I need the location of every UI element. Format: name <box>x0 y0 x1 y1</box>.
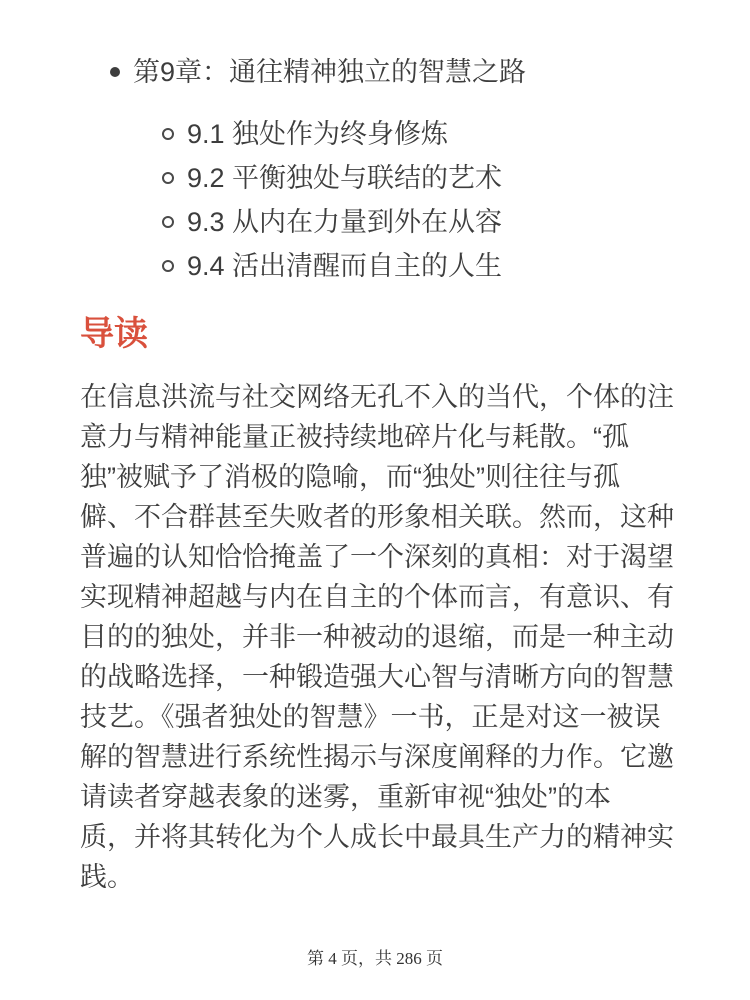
filled-bullet-icon <box>110 67 120 77</box>
intro-paragraph-line: 僻、不合群甚至失败者的形象相关联。然而，这种 <box>80 502 674 532</box>
intro-paragraph-line: 独”被赋予了消极的隐喻，而“独处”则往往与孤 <box>80 462 620 492</box>
intro-paragraph-line: 在信息洪流与社交网络无孔不入的当代，个体的注 <box>80 382 674 412</box>
page-indicator: 第 4 页，共 286 页 <box>307 949 443 968</box>
intro-paragraph-line: 解的智慧进行系统性揭示与深度阐释的力作。它邀 <box>80 742 674 772</box>
page-footer <box>0 950 750 967</box>
intro-paragraph-line: 实现精神超越与内在自主的个体而言，有意识、有 <box>80 582 674 612</box>
intro-paragraph-line: 质，并将其转化为个人成长中最具生产力的精神实 <box>80 822 674 852</box>
hollow-bullet-icon <box>162 172 174 184</box>
intro-paragraph-line: 的战略选择，一种锻造强大心智与清晰方向的智慧 <box>80 662 674 692</box>
hollow-bullet-icon <box>162 128 174 140</box>
toc-section-label: 9.4 活出清醒而自主的人生 <box>187 251 503 281</box>
intro-paragraph-line: 请读者穿越表象的迷雾，重新审视“独处”的本 <box>80 782 611 812</box>
intro-heading: 导读 <box>80 315 148 353</box>
table-of-contents <box>0 0 750 280</box>
toc-section-label: 9.3 从内在力量到外在从容 <box>187 207 503 237</box>
toc-section-item <box>162 252 750 280</box>
intro-paragraph-line: 目的的独处，并非一种被动的退缩，而是一种主动 <box>80 622 674 652</box>
toc-section-label: 9.1 独处作为终身修炼 <box>187 119 449 149</box>
toc-section-item <box>162 208 750 236</box>
toc-section-item <box>162 120 750 148</box>
toc-section-item <box>162 164 750 192</box>
toc-chapter-label: 第9章：通往精神独立的智慧之路 <box>133 57 527 87</box>
toc-section-list <box>0 120 750 280</box>
intro-paragraph-line: 践。 <box>80 862 134 892</box>
intro-paragraph-line: 意力与精神能量正被持续地碎片化与耗散。“孤 <box>80 422 629 452</box>
toc-section-label: 9.2 平衡独处与联结的艺术 <box>187 163 503 193</box>
toc-chapter-item <box>110 57 750 87</box>
intro-paragraph <box>80 377 672 897</box>
hollow-bullet-icon <box>162 260 174 272</box>
hollow-bullet-icon <box>162 216 174 228</box>
intro-paragraph-line: 技艺。《强者独处的智慧》一书，正是对这一被误 <box>80 702 661 732</box>
intro-paragraph-line: 普遍的认知恰恰掩盖了一个深刻的真相：对于渴望 <box>80 542 674 572</box>
